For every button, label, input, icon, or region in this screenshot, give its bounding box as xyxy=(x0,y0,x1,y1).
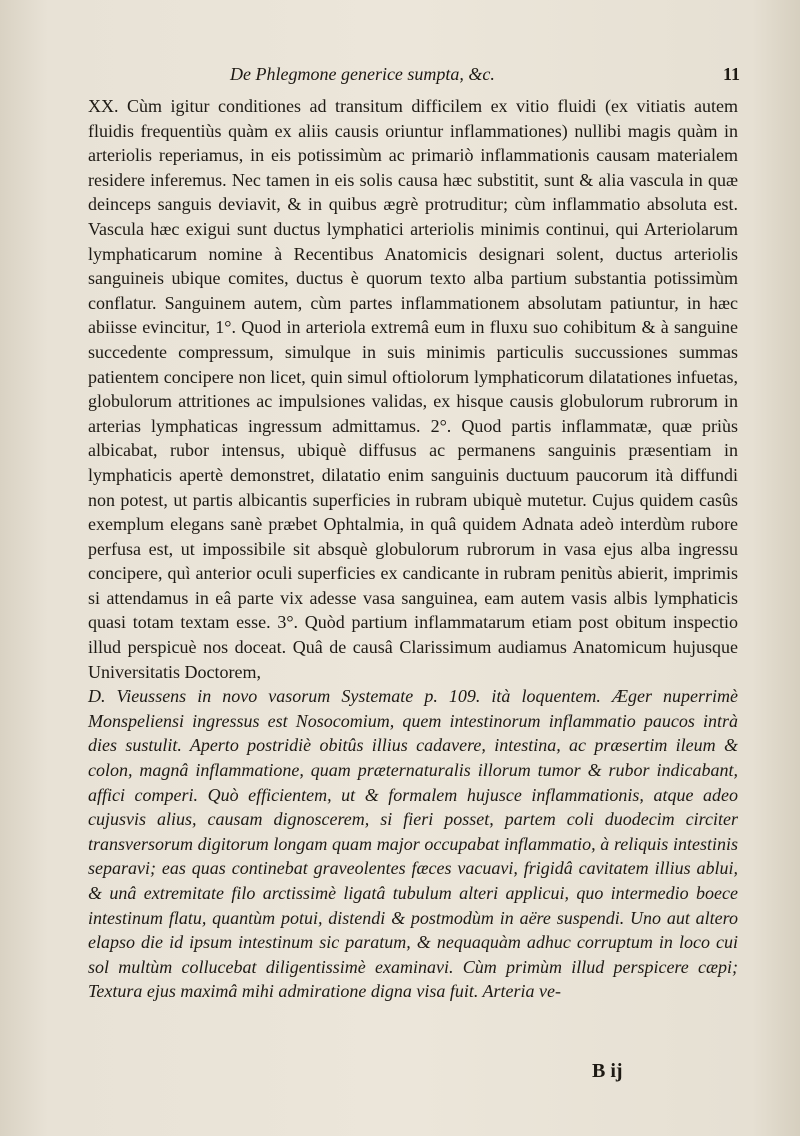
quoted-passage: D. Vieussens in novo vasorum Systemate p. 109. ità loquentem. Æger nuperrimè Monspeliensi ingressus est Nosocomium, quem intestinorum inflammatio paucos intrà dies sustulit. Aperto postridiè obitûs illius cadavere, intestina, ac præsertim ileum & colon, magnâ inflammatione, quam præternaturalis illorum tumor & rubor indicabant, affici comperi. Quò efficientem, ut & formalem hujusce inflammationis, atque adeo cujusvis alius, causam dignoscerem, si fieri posset, partem coli duodecim circiter transversorum digitorum longam quam major occupabat inflammatio, à reliquis intestinis separavi; eas quas continebat graveolentes fæces vacuavi, frigidâ cavitatem illius ablui, & unâ extremitate filo arctissimè ligatâ tubulum alteri applicui, quo intermedio boece intestinum flatu, quantùm potui, distendi & postmodùm in aëre suspendi. Uno aut altero elapso die id ipsum intestinum sic paratum, & nequaquàm adhuc corruptum in loco cui sol multùm collucebat diligentissimè examinavi. Cùm primùm illud perspicere cæpi; Textura ejus maximâ mihi admiratione digna visa fuit. Arteria ve- xyxy=(88,686,738,1002)
page-header xyxy=(80,60,740,94)
running-title: De Phlegmone generice sumpta, &c. xyxy=(230,64,495,84)
signature-mark: B ij xyxy=(592,1060,623,1082)
paragraph-xx: XX. Cùm igitur conditiones ad transitum difficilem ex vitio fluidi (ex vitiatis autem fluidis frequentiùs quàm ex aliis causis oriuntur inflammationes) nullibi magis quàm in arteriolis reperiamus, in eis potissimùm ac primariò inflammationis causam materialem residere inferemus. Nec tamen in eis solis causa hæc substitit, sunt & alia vascula in quæ deinceps sanguis deviavit, & in quibus ægrè protruditur; cùm inflammatio absoluta est. Vascula hæc exigui sunt ductus lymphatici arteriolis minimis continui, qui Arteriolarum lymphaticarum nomine à Recentibus Anatomicis designari solent, ductus arteriolis sanguineis ubique comites, ductus è quorum texto alba partium substantia potissimùm conflatur. Sanguinem autem, cùm partes inflammationem absolutam patiuntur, in hæc abiisse evincitur, 1°. Quod in arteriola extremâ eum in fluxu suo cohibitum & à sanguine succedente compressum, simulque in suis minimis particulis succussiones summas patientem concipere non licet, quin simul oftiolorum lymphaticorum dilatationes infuetas, globulorum attritiones ac impulsiones validas, ex hisque causis globulorum rubrorum in arterias lymphaticas ingressum admittamus. 2°. Quod partis inflammatæ, quæ priùs albicabat, rubor intensus, ubiquè diffusus ac permanens sanguinis præsentiam in lymphaticis apertè demonstret, dilatatio enim sanguinis ductuum paucorum ità diffundi non potest, ut partis albicantis superficies in rubram ubiquè mutetur. Cujus quidem casûs exemplum elegans sanè præbet Ophtalmia, in quâ quidem Adnata adeò interdùm rubore perfusa est, ut impossibile sit absquè globulorum rubrorum in vasa ejus alba ingressu concipere, quì anterior oculi superficies ex candicante in rubram penitùs abierit, imprimis si attendamus in eâ parte vix adesse vasa sanguinea, eam autem vasis albis lymphaticis quasi totam textam esse. 3°. Quòd partium inflammatarum etiam post obitum inspectio illud perspicuè nos doceat. Quâ de causâ Clarissimum audiamus Anatomicum hujusque Universitatis Doctorem, xyxy=(88,96,738,682)
page-number: 11 xyxy=(722,64,740,84)
body-text xyxy=(88,94,738,1004)
